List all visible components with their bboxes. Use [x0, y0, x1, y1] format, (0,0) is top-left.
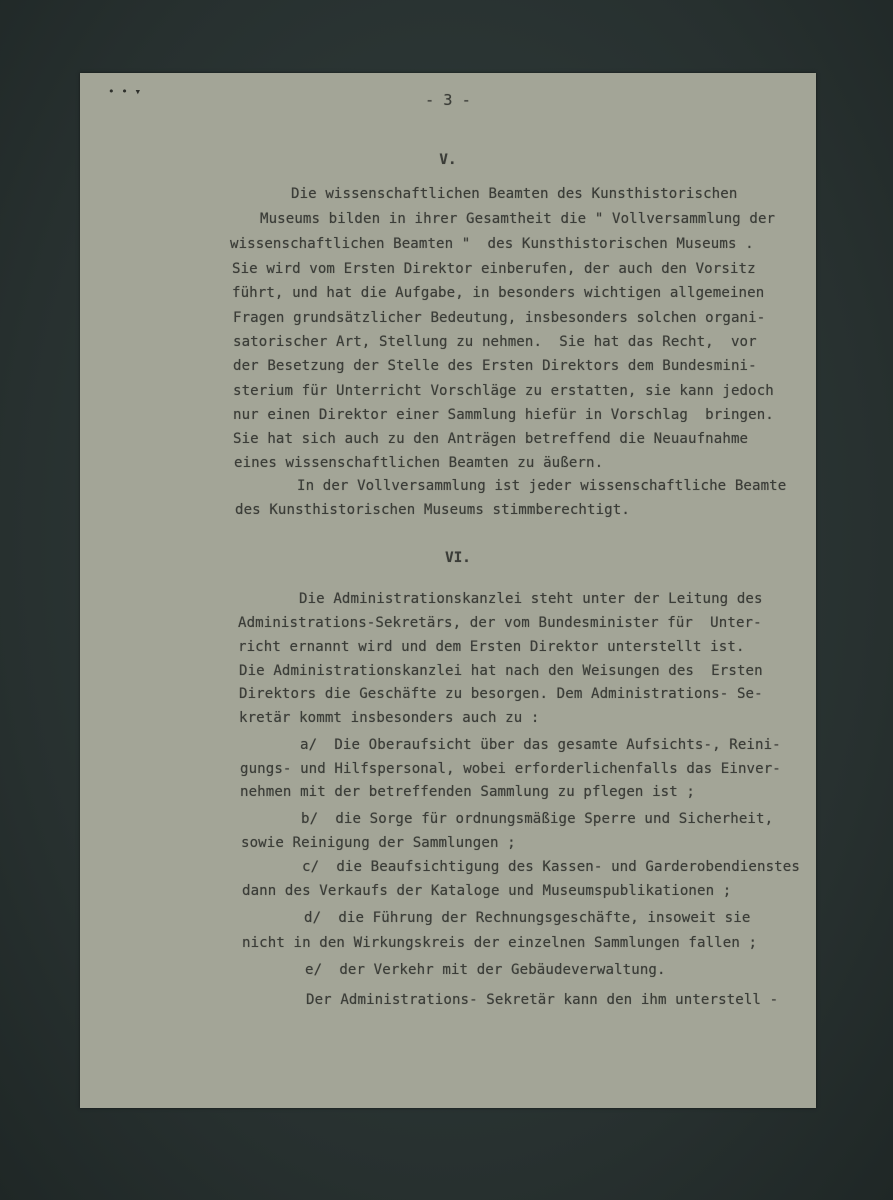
- section-v-line-6: Fragen grundsätzlicher Bedeutung, insbesonders solchen organi-: [233, 310, 766, 326]
- section-vi-line-13: dann des Verkaufs der Kataloge und Museumspublikationen ;: [242, 883, 732, 899]
- section-v-heading: V.: [439, 152, 457, 168]
- section-v-line-5: führt, und hat die Aufgabe, in besonders wichtigen allgemeinen: [232, 285, 765, 301]
- section-v-line-3: wissenschaftlichen Beamten " des Kunsthistorischen Museums .: [230, 236, 754, 252]
- section-vi-line-17: Der Administrations- Sekretär kann den ihm unterstell -: [306, 992, 779, 1008]
- page-number: - 3 -: [425, 91, 471, 109]
- section-vi-line-3: richt ernannt wird und dem Ersten Direktor unterstellt ist.: [238, 639, 745, 655]
- section-v-line-13: In der Vollversammlung ist jeder wissenschaftliche Beamte: [297, 478, 787, 494]
- section-vi-item-b: b/ die Sorge für ordnungsmäßige Sperre und Sicherheit,: [301, 811, 774, 827]
- section-v-line-10: nur einen Direktor einer Sammlung hiefür in Vorschlag bringen.: [233, 407, 774, 423]
- section-vi-line-1: Die Administrationskanzlei steht unter der Leitung des: [299, 591, 763, 607]
- section-v-line-9: sterium für Unterricht Vorschläge zu erstatten, sie kann jedoch: [233, 383, 774, 399]
- margin-marks: • • ▾: [108, 85, 142, 98]
- section-vi-item-d: d/ die Führung der Rechnungsgeschäfte, insoweit sie: [304, 910, 751, 926]
- section-v-line-2: Museums bilden in ihrer Gesamtheit die " Vollversammlung der: [260, 211, 776, 227]
- section-v-line-8: der Besetzung der Stelle des Ersten Direktors dem Bundesmini-: [233, 358, 757, 374]
- section-v-line-4: Sie wird vom Ersten Direktor einberufen, der auch den Vorsitz: [232, 261, 756, 277]
- section-vi-line-15: nicht in den Wirkungskreis der einzelnen Sammlungen fallen ;: [242, 935, 758, 951]
- section-vi-item-e: e/ der Verkehr mit der Gebäudeverwaltung.: [305, 962, 666, 978]
- section-v-line-7: satorischer Art, Stellung zu nehmen. Sie hat das Recht, vor: [233, 334, 757, 350]
- section-vi-line-11: sowie Reinigung der Sammlungen ;: [241, 835, 516, 851]
- section-v-line-1: Die wissenschaftlichen Beamten des Kunsthistorischen: [291, 186, 738, 202]
- section-vi-item-c: c/ die Beaufsichtigung des Kassen- und Garderobendienstes: [302, 859, 800, 875]
- section-vi-line-5: Direktors die Geschäfte zu besorgen. Dem Administrations- Se-: [239, 686, 763, 702]
- section-vi-line-8: gungs- und Hilfspersonal, wobei erforderlichenfalls das Einver-: [240, 761, 781, 777]
- section-vi-line-4: Die Administrationskanzlei hat nach den Weisungen des Ersten: [239, 663, 763, 679]
- typewritten-page: [80, 73, 816, 1108]
- section-vi-line-9: nehmen mit der betreffenden Sammlung zu pflegen ist ;: [240, 784, 696, 800]
- section-v-line-12: eines wissenschaftlichen Beamten zu äußern.: [234, 455, 604, 471]
- section-v-line-14: des Kunsthistorischen Museums stimmberechtigt.: [235, 502, 630, 518]
- section-vi-item-a: a/ Die Oberaufsicht über das gesamte Aufsichts-, Reini-: [300, 737, 781, 753]
- section-vi-line-6: kretär kommt insbesonders auch zu :: [239, 710, 540, 726]
- section-v-line-11: Sie hat sich auch zu den Anträgen betreffend die Neuaufnahme: [233, 431, 749, 447]
- section-vi-line-2: Administrations-Sekretärs, der vom Bundesminister für Unter-: [238, 615, 762, 631]
- section-vi-heading: VI.: [445, 550, 471, 566]
